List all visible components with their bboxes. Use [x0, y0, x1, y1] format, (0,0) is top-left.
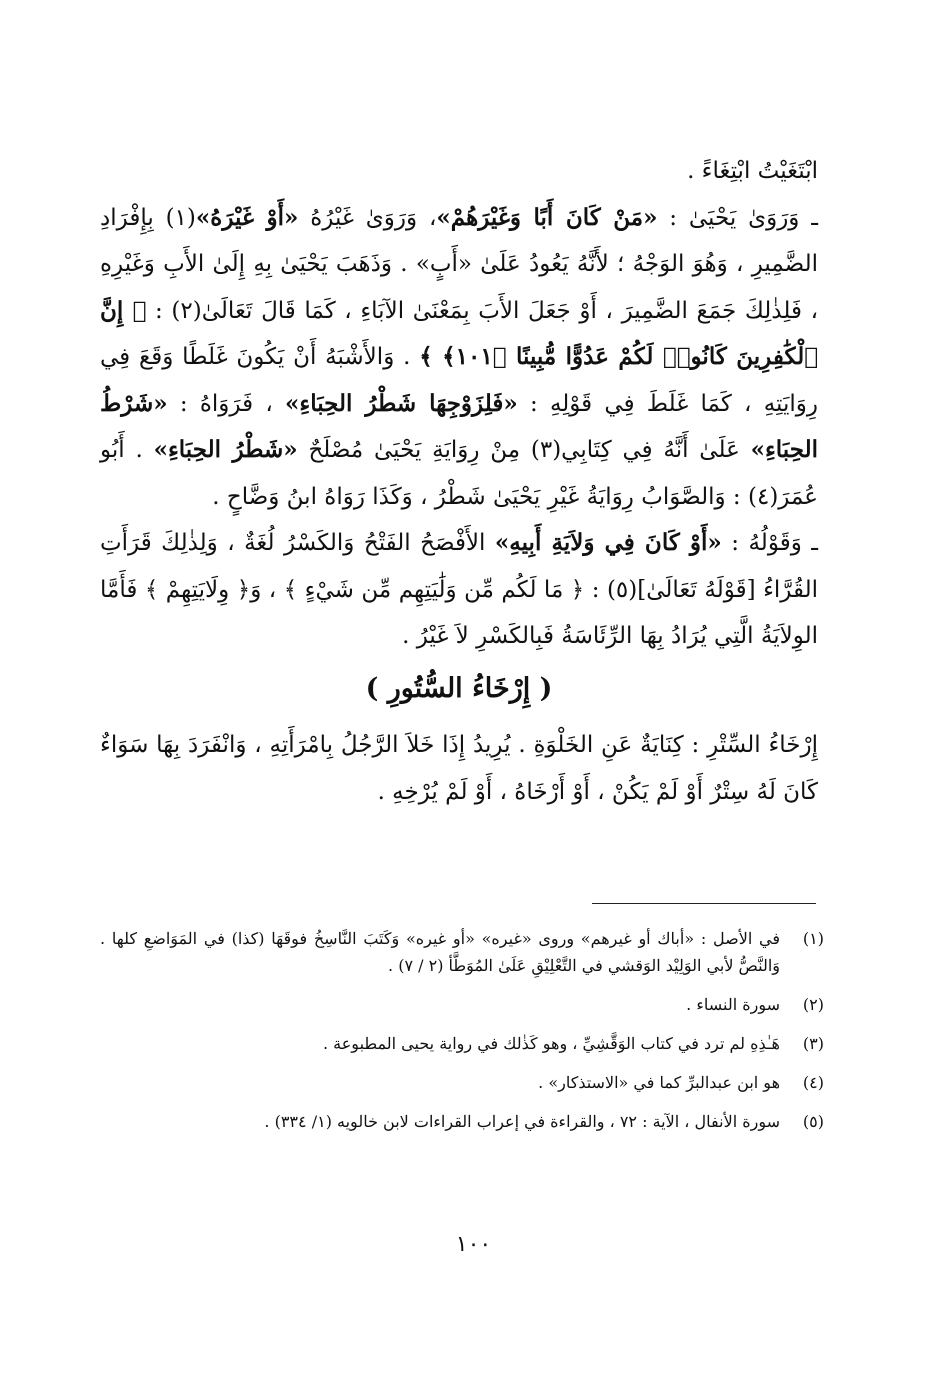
footnote [100, 1030, 824, 1057]
footnote-text: هو ابن عبدالبرِّ كما في «الاستذكار» . [538, 1073, 780, 1092]
main-text [100, 148, 818, 815]
quran-verse: ﴿ إِنَّ ٱلْكَٰفِرِينَ كَانُوا۟ لَكُمْ عَدُوًّا مُّبِينًا ﴿١٠١﴾ ﴾ [100, 296, 819, 370]
hadith-quote: «فَلِزَوْجِهَا شَطْرُ الحِبَاءِ» [285, 389, 518, 417]
hadith-quote: «شَطْرُ الحِبَاءِ» [153, 436, 298, 463]
text-run: . أَبُو عُمَرَ(٤) : وَالصَّوَابُ رِوَايَةُ غَيْرِ يَحْيَىٰ شَطْرُ ، وَكَذَا رَوَاهُ ابنُ وَضَّاحٍ . [100, 437, 818, 510]
footnote [100, 1069, 824, 1096]
paragraph-yahya-narration [100, 195, 818, 521]
footnotes [100, 925, 824, 1147]
hadith-quote: «مَنْ كَانَ أَبًا وَغَيْرَهُمْ» [436, 203, 658, 231]
footnote-text: سورة النساء . [686, 995, 780, 1014]
footnote [100, 991, 824, 1018]
footnote [100, 1108, 824, 1135]
paragraph-wilaya [100, 520, 818, 660]
paragraph-irkha: إِرْخَاءُ السِّتْرِ : كِنَايَةٌ عَنِ الخَلْوَةِ . يُرِيدُ إِذَا خَلاَ الرَّجُلُ بِامْرَأَتِهِ ، وَانْفَرَدَ بِهَا سَوَاءٌ كَانَ لَهُ سِتْرٌ أَوْ لَمْ يَكُنْ ، أَوْ أَرْخَاهُ ، أَوْ لَمْ يُرْخِهِ . [100, 732, 818, 805]
text-run: ، وَرَوَىٰ غَيْرُهُ [298, 204, 437, 231]
footnote-number: (١) [802, 929, 824, 948]
page-number: ١٠٠ [455, 1232, 492, 1257]
footnote-number: (٣) [802, 1034, 824, 1053]
text-line: ابْتَغَيْتُ ابْتِغَاءً . [687, 158, 818, 184]
text-run: عَلَىٰ أَنَّهُ فِي كِتَابِي(٣) مِنْ رِوَايَةِ يَحْيَىٰ مُصْلَحٌ [297, 437, 751, 463]
hadith-quote: «شَرْطُ الحِبَاءِ» [100, 389, 818, 463]
text-run: (١) بِإِفْرَادِ الضَّمِيرِ ، وَهُوَ الوَجْهُ ؛ لأَنَّهُ يَعُودُ عَلَىٰ «أَبٍ» . وَذَهَبَ يَحْيَىٰ بِهِ إِلَىٰ الأَبِ وَغَيْرِهِ ، فَلِذٰلِكَ جَمَعَ الضَّمِيرَ ، أَوْ جَعَلَ الأَبَ بِمَعْنَىٰ الآبَاءِ ، كَمَا قَالَ تَعَالَىٰ(٢) : [100, 204, 819, 324]
text-run: ـ وَقَوْلُهُ : [721, 530, 818, 556]
footnote-text: سورة الأنفال ، الآية : ٧٢ ، والقراءة في إعراب القراءات لابن خالويه (١/ ٣٣٤) . [264, 1112, 780, 1131]
text-run: ـ وَرَوَىٰ يَحْيَىٰ : [657, 204, 819, 231]
footnote-number: (٤) [802, 1073, 824, 1092]
footnote [100, 925, 824, 979]
section-heading: ( إِرْخَاءُ السُّتُورِ ) [365, 672, 553, 704]
footnote-number: (٥) [802, 1112, 824, 1131]
hadith-quote: «أَوْ كَانَ فِي وَلاَيَةِ أَبِيهِ» [494, 529, 722, 556]
footnote-number: (٢) [802, 995, 824, 1014]
text-run: . وَالأَشْبَهُ أَنْ يَكُونَ غَلَطًا وَقَعَ فِي رِوَايَتِهِ ، كَمَا غَلَطَ فِي قَوْلِهِ : [100, 344, 818, 417]
footnote-divider [592, 903, 816, 904]
text-run: ، فَرَوَاهُ : [167, 390, 285, 417]
footnote-text: هَـٰذِهِ لم ترد في كتاب الوَقَّشِيِّ ، وهو كَذٰلك في رواية يحيى المطبوعة . [323, 1034, 780, 1053]
text-run: الأَفْصَحُ الفَتْحُ وَالكَسْرُ لُغَةٌ ، وَلِذٰلِكَ قَرَأَتِ القُرَّاءُ [قَوْلَهُ تَعَالَىٰ](٥) : ﴿ مَا لَكُم مِّن وَلَٰيَتِهِم مِّن شَيْءٍ ﴾ ، وَ﴿ وِلَايَتِهِمْ ﴾ فَأَمَّا الوِلاَيَةُ الَّتِي يُرَادُ بِهَا الرِّئَاسَةُ فَبِالكَسْرِ لاَ غَيْرُ . [100, 530, 818, 649]
footnote-text: في الأصل : «أباك أو غيرهم» وروى «غيره» «أو غيره» وَكَتَبَ النَّاسِخُ فوقَهَا (كذا) في المَوَاضعِ كلها . وَالنَّصُّ لأبي الوَلِيْد الوَقشي في التَّعْلِيْقِ عَلَىٰ المُوَطَّأ (٢ / ٧) . [100, 929, 780, 975]
hadith-quote: «أَوْ غَيْرَهُ» [195, 203, 299, 231]
